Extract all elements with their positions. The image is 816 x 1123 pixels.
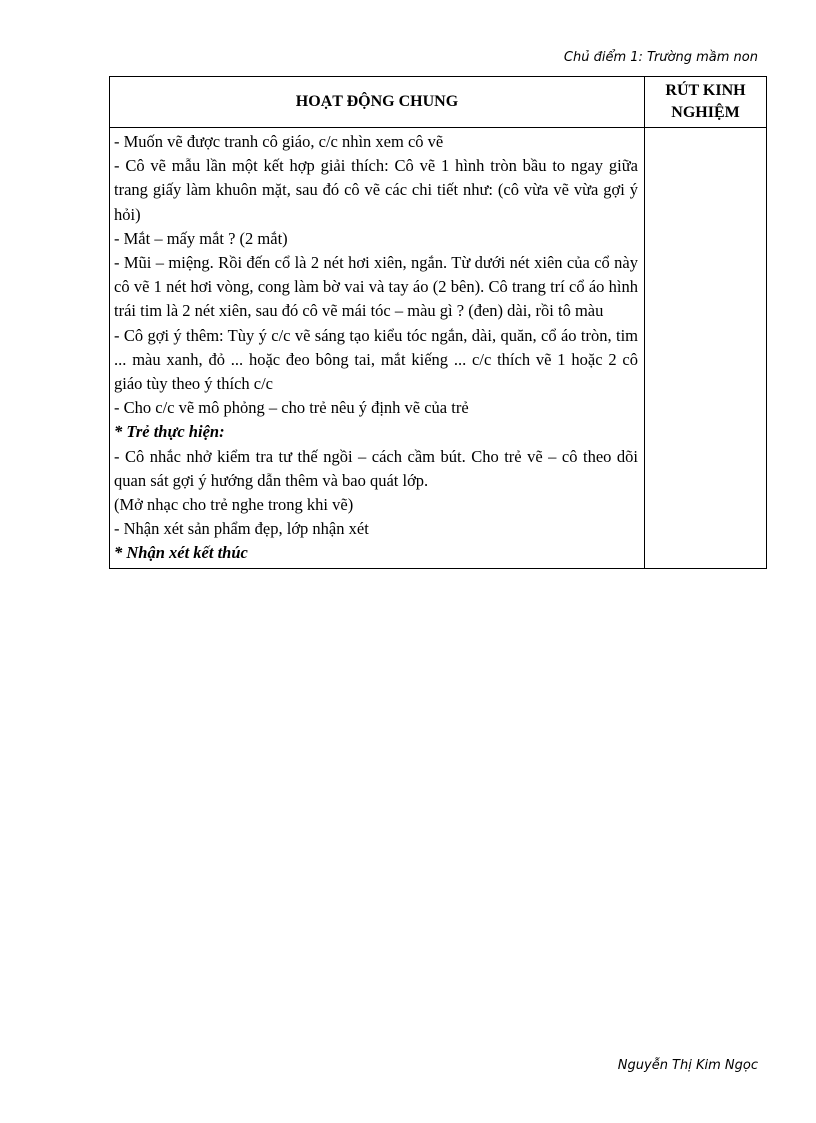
- section-heading-conclusion: * Nhận xét kết thúc: [114, 543, 248, 563]
- column-header-experience-line1: RÚT KINH: [665, 82, 746, 99]
- experience-cell: [645, 128, 767, 569]
- activity-line: - Cho c/c vẽ mô phỏng – cho trẻ nêu ý định vẽ của trẻ: [114, 398, 469, 418]
- column-header-experience-line2: NGHIỆM: [671, 104, 740, 121]
- activity-line: - Cô gợi ý thêm: Tùy ý c/c vẽ sáng tạo kiểu tóc ngắn, dài, quăn, cổ áo tròn, tim ... màu xanh, đỏ ... hoặc đeo bông tai, mắt kiếng ... c/c thích vẽ 1 hoặc 2 cô giáo tùy theo ý thích c/c: [114, 325, 638, 394]
- activity-line: - Mắt – mấy mắt ? (2 mắt): [114, 228, 288, 248]
- topic-header: Chủ điểm 1: Trường mầm non: [563, 50, 758, 65]
- activities-cell: [110, 128, 645, 569]
- activity-line: - Mũi – miệng. Rồi đến cổ là 2 nét hơi xiên, ngắn. Từ dưới nét xiên của cổ này cô vẽ 1 nét hơi vòng, cong làm bờ vai và tay áo (2 bên). Cô trang trí cổ áo hình trái tim là 2 nét xiên, sau đó cô vẽ mái tóc – màu gì ? (đen) dài, rồi tô màu: [114, 253, 638, 321]
- table-header-row: [110, 77, 767, 128]
- activity-line: - Cô vẽ mẫu lần một kết hợp giải thích: Cô vẽ 1 hình tròn bầu to ngay giữa trang giấy làm khuôn mặt, sau đó cô vẽ các chi tiết như: (cô vừa vẽ vừa gợi ý hỏi): [114, 156, 638, 224]
- column-header-activities: HOẠT ĐỘNG CHUNG: [110, 77, 645, 128]
- section-heading-children-do: * Trẻ thực hiện:: [114, 422, 225, 442]
- author-footer: Nguyễn Thị Kim Ngọc: [617, 1058, 758, 1073]
- activity-line: - Nhận xét sản phẩm đẹp, lớp nhận xét: [114, 519, 369, 539]
- table-content-row: [110, 128, 767, 569]
- activity-table: [109, 76, 767, 569]
- column-header-experience: [645, 77, 767, 128]
- activity-line: (Mở nhạc cho trẻ nghe trong khi vẽ): [114, 495, 354, 515]
- activity-line: - Cô nhắc nhở kiểm tra tư thế ngồi – cách cầm bút. Cho trẻ vẽ – cô theo dõi quan sát gợi ý hướng dẫn thêm và bao quát lớp.: [114, 446, 638, 490]
- activity-line: - Muốn vẽ được tranh cô giáo, c/c nhìn xem cô vẽ: [114, 132, 444, 151]
